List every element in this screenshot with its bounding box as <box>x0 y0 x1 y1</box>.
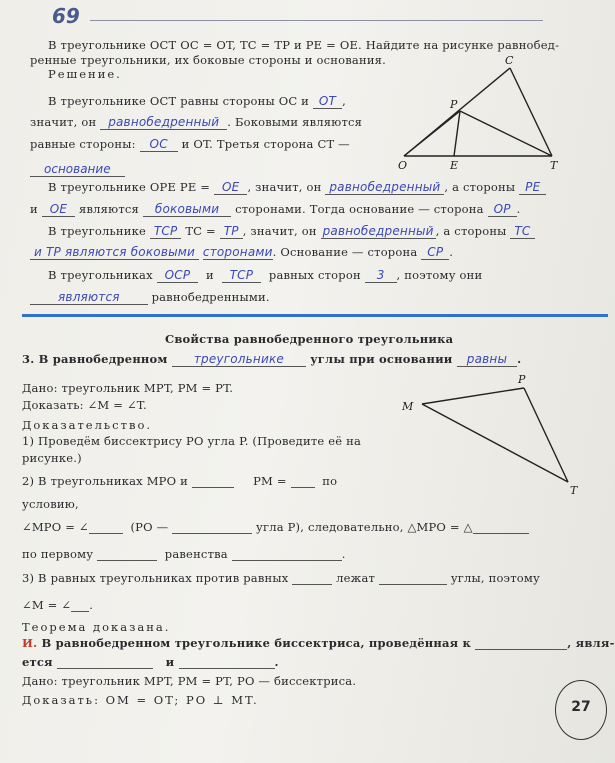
blank[interactable] <box>292 572 332 585</box>
blank[interactable] <box>379 572 447 585</box>
prove-1: Доказать: ∠M = ∠T. <box>22 398 147 412</box>
solution-label: Решение. <box>48 67 122 81</box>
page-number: 69 <box>52 4 80 28</box>
theorem-3: 3. В равнобедренном треугольнике углы при основании равны . <box>22 352 522 366</box>
label-o: O <box>398 159 408 172</box>
s2: значит, он равнобедренный . Боковыми являются <box>30 115 363 129</box>
theorem-proven: Теорема доказана. <box>22 620 171 634</box>
blank[interactable] <box>291 475 315 488</box>
blank[interactable] <box>475 637 567 650</box>
proof-step-2b: условию, <box>22 497 79 511</box>
task-line-1: В треугольнике OCT OC = OT, TC = TP и PE = OE. Найдите на рисунке равнобед- <box>48 38 560 52</box>
section-title: Свойства равнобедренного треугольника <box>165 332 454 346</box>
s5: В треугольнике OPE PE = OE , значит, он равнобедренный , а стороны PE <box>48 180 546 194</box>
given-2: Дано: треугольник MPT, PM = PT, PO — биссектриса. <box>22 674 357 688</box>
theorem-4: И. В равнобедренном треугольнике биссектриса, проведённая к , явля- <box>22 636 615 650</box>
proof-step-3: 3) В равных треугольниках против равных лежат углы, поэтому <box>22 571 540 585</box>
blank[interactable] <box>179 656 275 669</box>
page-number-circle <box>555 680 607 740</box>
label-m: M <box>402 400 414 413</box>
blank[interactable] <box>172 521 252 534</box>
blank[interactable] <box>192 475 234 488</box>
label-e: E <box>450 159 459 172</box>
proof-label: Доказательство. <box>22 418 153 432</box>
s6: и OE являются боковыми сторонами. Тогда основание — сторона OP . <box>30 202 521 216</box>
blank[interactable] <box>89 521 123 534</box>
fill-isosceles-1: равнобедренный <box>100 115 227 130</box>
prove-2: Доказать: OM = OT; PO ⊥ MT. <box>22 693 259 707</box>
s9: В треугольниках OCP и TCP равных сторон 3 , поэтому они <box>48 268 483 282</box>
s7: В треугольнике TCP TC = TP , значит, он равнобедренный , а стороны TC <box>48 224 535 238</box>
label-p: P <box>450 98 458 111</box>
theorem-4b: ется и . <box>22 655 279 669</box>
s4 <box>30 158 125 177</box>
proof-step-1a: 1) Проведём биссектрису PO угла P. (Проведите её на <box>22 434 362 448</box>
proof-step-2d: по первому равенства . <box>22 547 346 561</box>
fill-oc: OC <box>140 137 178 152</box>
footer-page-number: 27 <box>571 699 591 715</box>
triangle-oct-figure <box>392 56 572 176</box>
s8: и TP являются боковыми сторонами. Основание — сторона CP . <box>30 245 453 259</box>
given-1: Дано: треугольник MPT, PM = PT. <box>22 381 234 395</box>
header-rule <box>90 20 543 21</box>
fill-base: основание <box>30 162 125 177</box>
proof-step-1b: рисунке.) <box>22 451 82 465</box>
label-t: T <box>550 159 558 172</box>
proof-step-2: 2) В треугольниках MPO и PM = по <box>22 474 338 488</box>
label-p2: P <box>518 374 526 386</box>
blank[interactable] <box>97 548 157 561</box>
fill-oc-ot: OT <box>313 94 342 109</box>
blank[interactable] <box>57 656 153 669</box>
blank[interactable] <box>71 599 89 612</box>
s3: равные стороны: OC и OT. Третья сторона CT — <box>30 137 350 151</box>
proof-step-3b: ∠M = ∠ . <box>22 598 94 612</box>
s10: являются равнобедренными. <box>30 290 270 304</box>
section-divider <box>22 314 608 317</box>
task-line-2: ренные треугольники, их боковые стороны и основания. <box>30 53 386 67</box>
blank[interactable] <box>473 521 529 534</box>
label-t2: T <box>570 484 578 497</box>
label-c: C <box>505 56 514 67</box>
s1: В треугольнике OCT равны стороны OC и OT , <box>48 94 346 108</box>
triangle-mpt-figure <box>398 374 588 500</box>
proof-step-2c: ∠MPO = ∠ (PO — угла P), следовательно, △MPO = △ <box>22 520 529 534</box>
blank[interactable] <box>232 548 342 561</box>
